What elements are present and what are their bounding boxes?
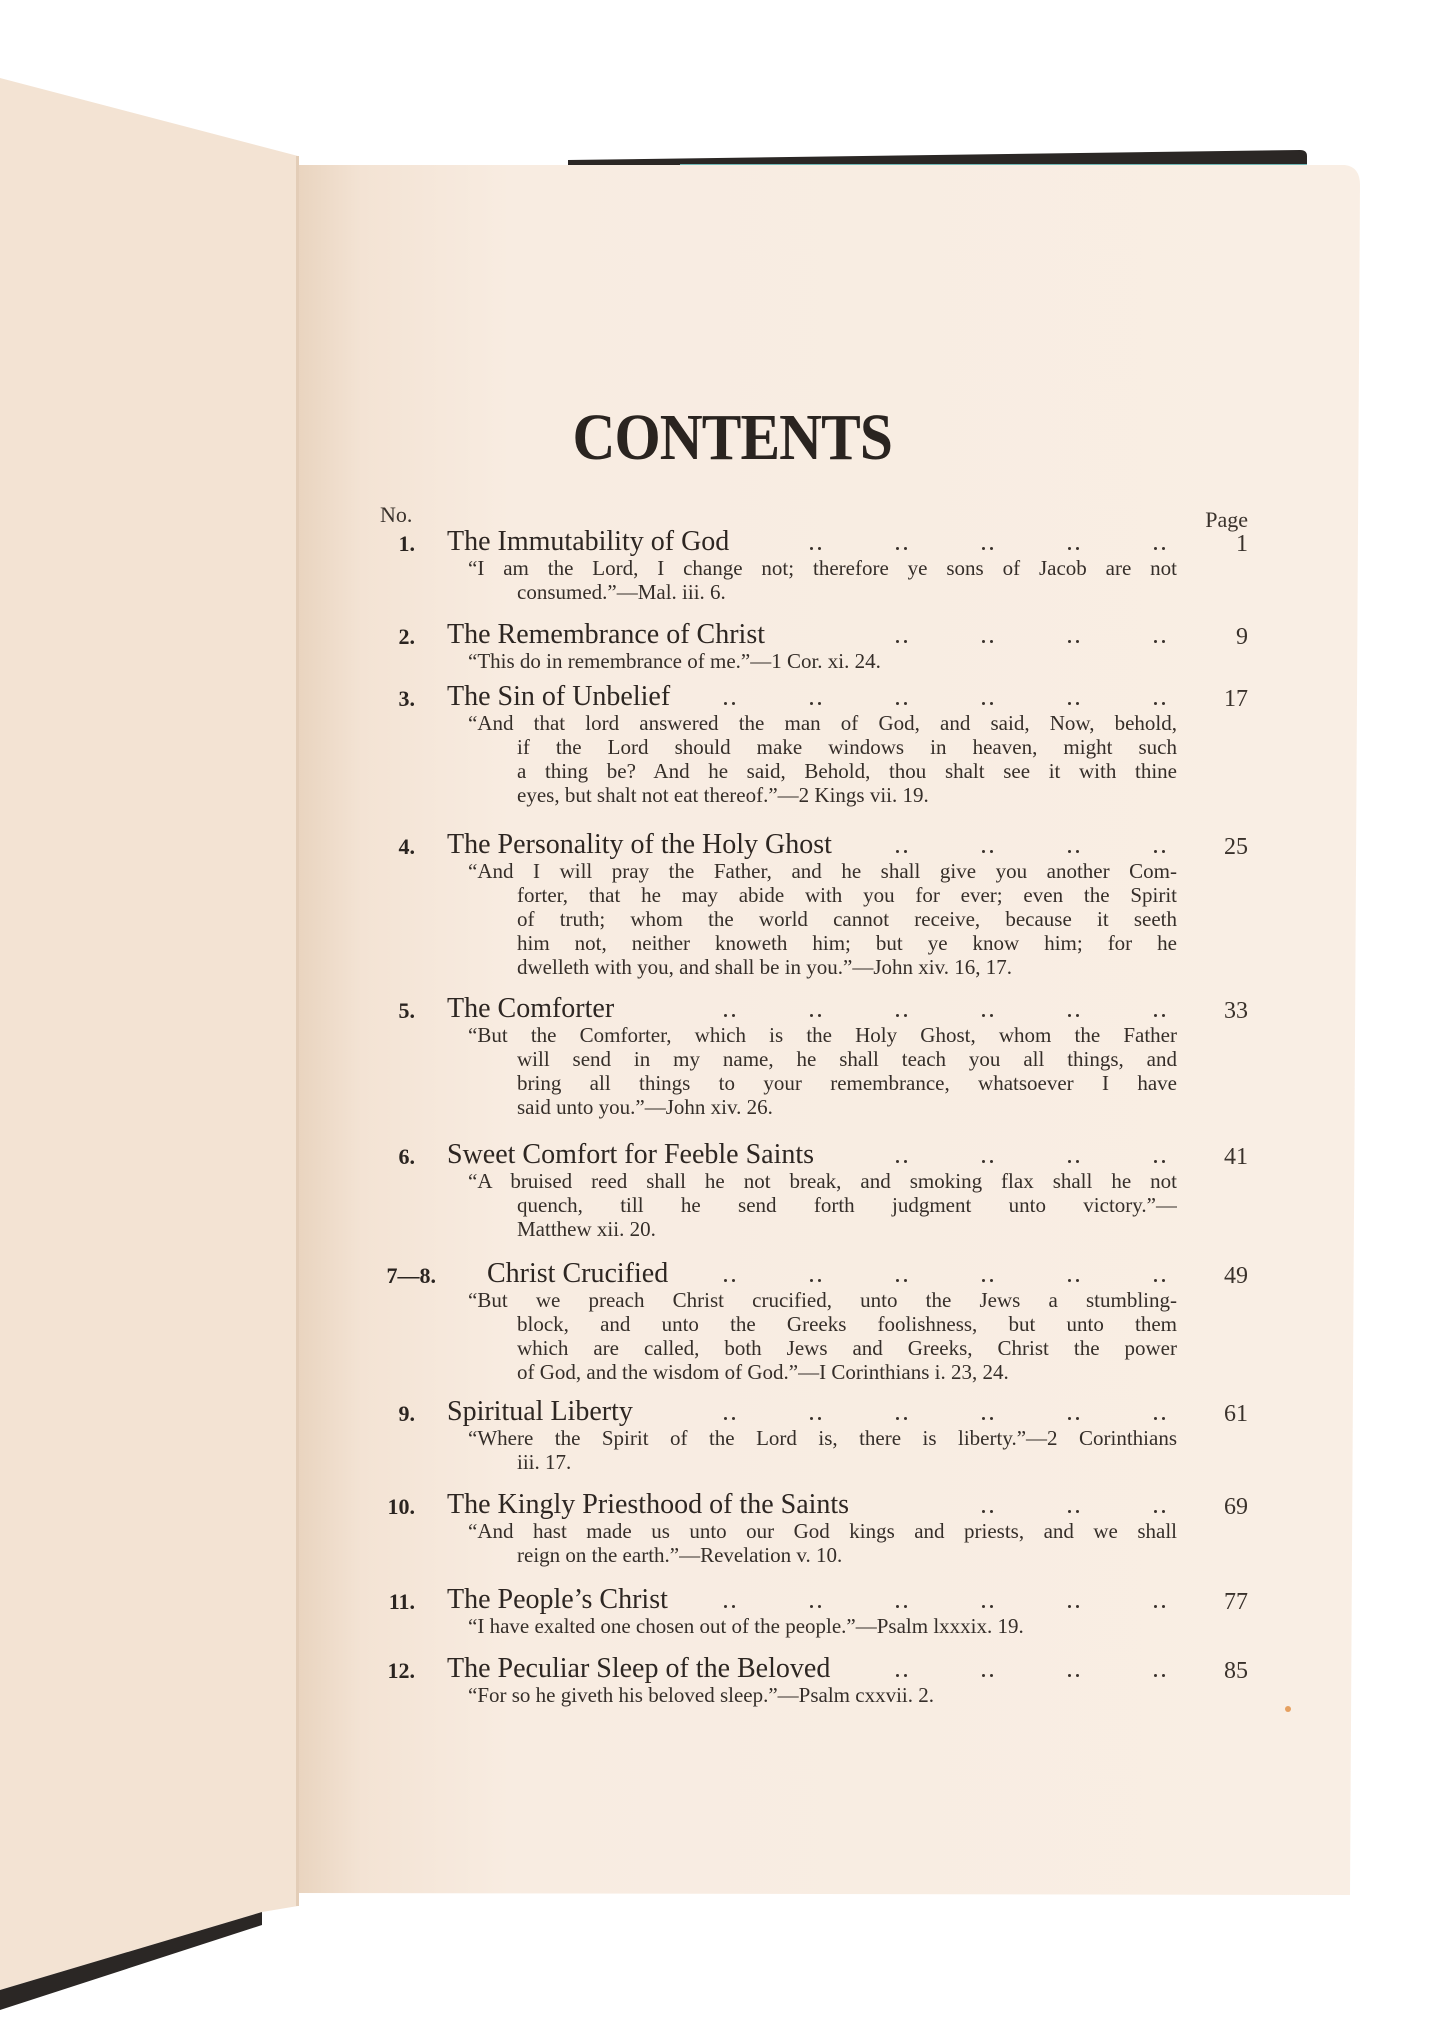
- entry-quote-line: “And hast made us unto our God kings and priests, and we shall: [468, 1521, 1177, 1543]
- dot-leader: [980, 640, 996, 644]
- entry-page-number: 77: [1224, 1589, 1248, 1615]
- entry-title[interactable]: The Peculiar Sleep of the Beloved: [447, 1653, 831, 1684]
- entry-page-number: 61: [1224, 1401, 1248, 1427]
- dot-leader: [1152, 547, 1168, 551]
- dot-leader: [1152, 1160, 1168, 1164]
- dot-leader: [1066, 1417, 1082, 1421]
- entry-quote-line: reign on the earth.”—Revelation v. 10.: [517, 1543, 843, 1567]
- dot-leader: [722, 1605, 738, 1609]
- dot-leader: [808, 1605, 824, 1609]
- entry-page-number: 25: [1224, 834, 1248, 860]
- dot-leader: [1066, 640, 1082, 644]
- entry-number: 2.: [398, 624, 415, 649]
- column-header-no: No.: [380, 502, 413, 527]
- entry-quote-line: will send in my name, he shall teach you all things, and: [517, 1049, 1177, 1071]
- dot-leader: [980, 1605, 996, 1609]
- entry-title[interactable]: The Immutability of God: [447, 526, 730, 557]
- entry-page-number: 69: [1224, 1494, 1248, 1520]
- dot-leader: [894, 1014, 910, 1018]
- dot-leader: [722, 702, 738, 706]
- entry-number: 12.: [387, 1658, 415, 1683]
- entry-number: 5.: [398, 998, 415, 1023]
- dot-leader: [722, 1279, 738, 1283]
- entry-title[interactable]: Sweet Comfort for Feeble Saints: [447, 1139, 815, 1170]
- entry-quote-line: of God, and the wisdom of God.”—I Corinthians i. 23, 24.: [517, 1360, 1009, 1384]
- dot-leader: [980, 1279, 996, 1283]
- entry-quote-line: “I am the Lord, I change not; therefore ye sons of Jacob are not: [468, 558, 1177, 580]
- entry-quote-line: if the Lord should make windows in heaven, might such: [517, 737, 1177, 759]
- dot-leader: [894, 640, 910, 644]
- entry-quote-line: a thing be? And he said, Behold, thou shalt see it with thine: [517, 761, 1177, 783]
- column-header-page: Page: [1205, 507, 1248, 532]
- paper-speck: [1285, 1706, 1291, 1712]
- entry-number: 9.: [398, 1401, 415, 1426]
- dot-leader: [980, 850, 996, 854]
- dot-leader: [1066, 1014, 1082, 1018]
- entry-quote-line: “Where the Spirit of the Lord is, there is liberty.”—2 Corinthians: [468, 1428, 1177, 1450]
- entry-page-number: 9: [1236, 624, 1248, 650]
- entry-quote-line: “For so he giveth his beloved sleep.”—Psalm cxxvii. 2.: [468, 1683, 935, 1707]
- cover-top-edge: [568, 150, 1307, 166]
- entry-page-number: 1: [1236, 531, 1248, 557]
- entry-page-number: 85: [1224, 1658, 1248, 1684]
- entry-page-number: 49: [1224, 1263, 1248, 1289]
- dot-leader: [894, 1417, 910, 1421]
- entry-quote-line: him not, neither knoweth him; but ye know him; for he: [517, 933, 1177, 955]
- dot-leader: [1152, 640, 1168, 644]
- dot-leader: [894, 547, 910, 551]
- dot-leader: [808, 1279, 824, 1283]
- entry-title[interactable]: Christ Crucified: [487, 1258, 669, 1289]
- entry-quote-line: “But we preach Christ crucified, unto the Jews a stumbling-: [468, 1290, 1177, 1312]
- entry-quote-line: Matthew xii. 20.: [517, 1217, 656, 1241]
- entry-title[interactable]: The Sin of Unbelief: [447, 681, 671, 712]
- dot-leader: [894, 1160, 910, 1164]
- dot-leader: [722, 1417, 738, 1421]
- dot-leader: [1066, 1160, 1082, 1164]
- dot-leader: [980, 1510, 996, 1514]
- dot-leader: [894, 1279, 910, 1283]
- dot-leader: [808, 547, 824, 551]
- entry-quote-line: which are called, both Jews and Greeks, Christ the power: [517, 1338, 1177, 1360]
- dot-leader: [980, 1417, 996, 1421]
- contents-heading: CONTENTS: [572, 401, 893, 474]
- entry-number: 4.: [398, 834, 415, 859]
- entry-quote-line: “I have exalted one chosen out of the people.”—Psalm lxxxix. 19.: [468, 1614, 1024, 1638]
- dot-leader: [980, 702, 996, 706]
- dot-leader: [808, 702, 824, 706]
- dot-leader: [1152, 850, 1168, 854]
- entry-number: 10.: [387, 1494, 415, 1519]
- dot-leader: [1152, 1674, 1168, 1678]
- dot-leader: [1152, 1510, 1168, 1514]
- entry-number: 3.: [398, 686, 415, 711]
- entry-quote-line: “This do in remembrance of me.”—1 Cor. xi. 24.: [468, 649, 881, 673]
- entry-quote-line: dwelleth with you, and shall be in you.”—John xiv. 16, 17.: [517, 955, 1012, 979]
- entry-quote-line: consumed.”—Mal. iii. 6.: [517, 580, 726, 604]
- dot-leader: [1152, 1014, 1168, 1018]
- entry-quote-line: forter, that he may abide with you for ever; even the Spirit: [517, 885, 1177, 907]
- entry-quote-line: “And I will pray the Father, and he shall give you another Com-: [468, 861, 1177, 883]
- dot-leader: [1152, 1605, 1168, 1609]
- entry-number: 11.: [388, 1589, 415, 1614]
- dot-leader: [894, 1674, 910, 1678]
- entry-number: 7—8.: [386, 1263, 436, 1288]
- entry-page-number: 33: [1224, 998, 1248, 1024]
- dot-leader: [894, 1605, 910, 1609]
- dot-leader: [1066, 850, 1082, 854]
- entry-title[interactable]: The People’s Christ: [447, 1584, 668, 1615]
- entry-title[interactable]: The Kingly Priesthood of the Saints: [447, 1489, 850, 1520]
- dot-leader: [1152, 702, 1168, 706]
- dot-leader: [1066, 1510, 1082, 1514]
- dot-leader: [980, 1014, 996, 1018]
- entry-quote-line: iii. 17.: [517, 1450, 572, 1474]
- dot-leader: [1066, 1279, 1082, 1283]
- dot-leader: [894, 850, 910, 854]
- dot-leader: [1066, 702, 1082, 706]
- entry-quote-line: quench, till he send forth judgment unto victory.”—: [517, 1195, 1177, 1217]
- entry-quote-line: “A bruised reed shall he not break, and smoking flax shall he not: [468, 1171, 1177, 1193]
- entry-quote-line: “But the Comforter, which is the Holy Ghost, whom the Father: [468, 1025, 1177, 1047]
- dot-leader: [722, 1014, 738, 1018]
- entry-quote-line: block, and unto the Greeks foolishness, but unto them: [517, 1314, 1177, 1336]
- dot-leader: [980, 547, 996, 551]
- entry-quote-line: eyes, but shalt not eat thereof.”—2 Kings vii. 19.: [517, 783, 929, 807]
- dot-leader: [808, 1014, 824, 1018]
- entry-title[interactable]: The Remembrance of Christ: [447, 619, 766, 650]
- dot-leader: [980, 1674, 996, 1678]
- left-page: [0, 78, 298, 1990]
- entry-page-number: 41: [1224, 1144, 1248, 1170]
- dot-leader: [808, 1417, 824, 1421]
- entry-quote-line: said unto you.”—John xiv. 26.: [517, 1095, 773, 1119]
- entry-title[interactable]: The Comforter: [447, 993, 615, 1024]
- entry-number: 1.: [398, 531, 415, 556]
- entry-page-number: 17: [1224, 686, 1248, 712]
- dot-leader: [894, 702, 910, 706]
- dot-leader: [1066, 547, 1082, 551]
- dot-leader: [1152, 1279, 1168, 1283]
- dot-leader: [1152, 1417, 1168, 1421]
- entry-title[interactable]: Spiritual Liberty: [447, 1396, 633, 1427]
- entry-title[interactable]: The Personality of the Holy Ghost: [447, 829, 832, 860]
- entry-quote-line: bring all things to your remembrance, whatsoever I have: [517, 1073, 1177, 1095]
- dot-leader: [980, 1160, 996, 1164]
- dot-leader: [1066, 1674, 1082, 1678]
- dot-leader: [1066, 1605, 1082, 1609]
- entry-number: 6.: [398, 1144, 415, 1169]
- entry-quote-line: of truth; whom the world cannot receive, because it seeth: [517, 909, 1177, 931]
- entry-quote-line: “And that lord answered the man of God, and said, Now, behold,: [468, 713, 1177, 735]
